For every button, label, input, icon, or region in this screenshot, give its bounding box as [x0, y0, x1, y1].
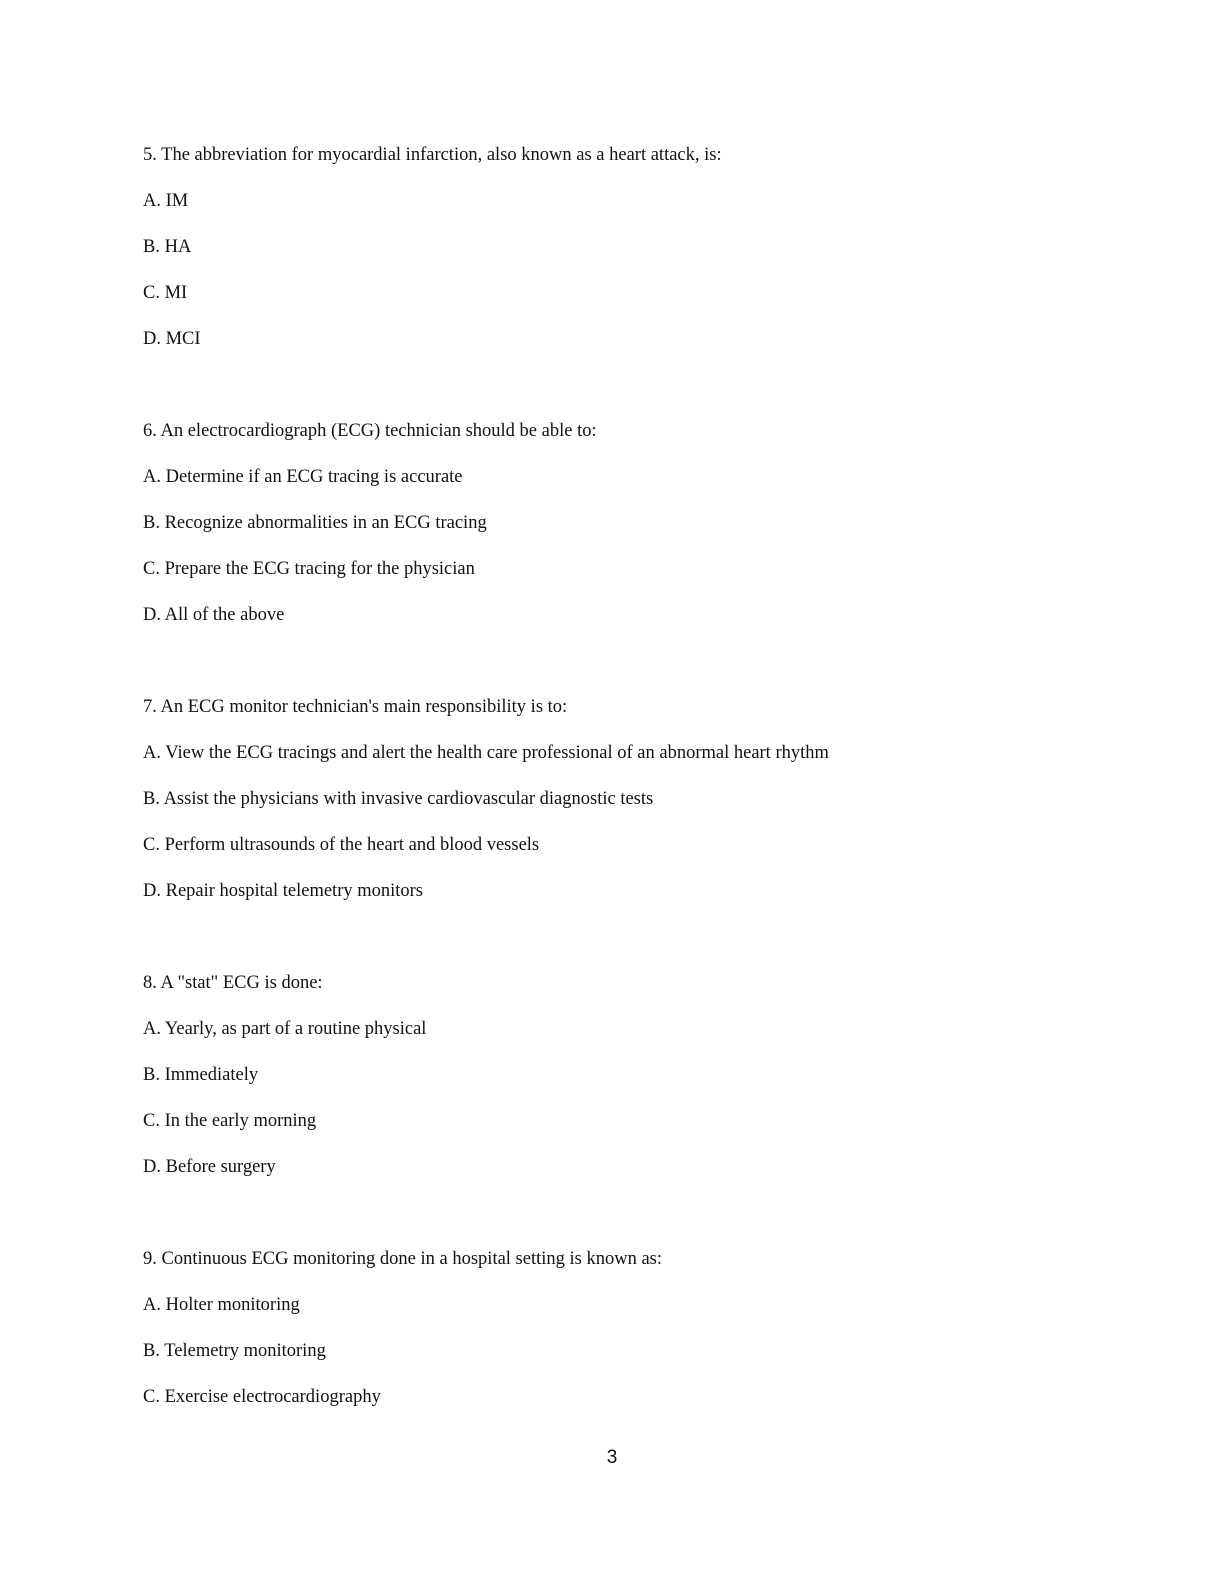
question-7-option-c: C. Perform ultrasounds of the heart and blood vessels	[143, 835, 540, 855]
question-8-option-b: B. Immediately	[143, 1065, 259, 1085]
question-5-stem: 5. The abbreviation for myocardial infarction, also known as a heart attack, is:	[143, 145, 722, 165]
question-7-option-d: D. Repair hospital telemetry monitors	[143, 881, 424, 901]
question-5-option-a: A. IM	[143, 191, 189, 211]
question-8-option-c: C. In the early morning	[143, 1111, 317, 1131]
question-9-option-a: A. Holter monitoring	[143, 1295, 300, 1315]
question-6-option-b: B. Recognize abnormalities in an ECG tracing	[143, 513, 487, 533]
question-9-stem: 9. Continuous ECG monitoring done in a hospital setting is known as:	[143, 1249, 663, 1269]
question-5-option-b: B. HA	[143, 237, 192, 257]
question-7-stem: 7. An ECG monitor technician's main responsibility is to:	[143, 697, 568, 717]
question-6-stem: 6. An electrocardiograph (ECG) technician should be able to:	[143, 421, 597, 441]
question-9-option-b: B. Telemetry monitoring	[143, 1341, 326, 1361]
page-number: 3	[606, 1447, 618, 1468]
question-5-option-d: D. MCI	[143, 329, 201, 349]
question-8-option-a: A. Yearly, as part of a routine physical	[143, 1019, 427, 1039]
question-8-stem: 8. A "stat" ECG is done:	[143, 973, 323, 993]
question-7-option-b: B. Assist the physicians with invasive cardiovascular diagnostic tests	[143, 789, 654, 809]
question-9-option-c: C. Exercise electrocardiography	[143, 1387, 381, 1407]
question-6-option-c: C. Prepare the ECG tracing for the physician	[143, 559, 475, 579]
question-8-option-d: D. Before surgery	[143, 1157, 276, 1177]
question-7-option-a: A. View the ECG tracings and alert the health care professional of an abnormal heart rhythm	[143, 743, 829, 763]
question-6-option-a: A. Determine if an ECG tracing is accurate	[143, 467, 463, 487]
question-6-option-d: D. All of the above	[143, 605, 285, 625]
question-5-option-c: C. MI	[143, 283, 188, 303]
